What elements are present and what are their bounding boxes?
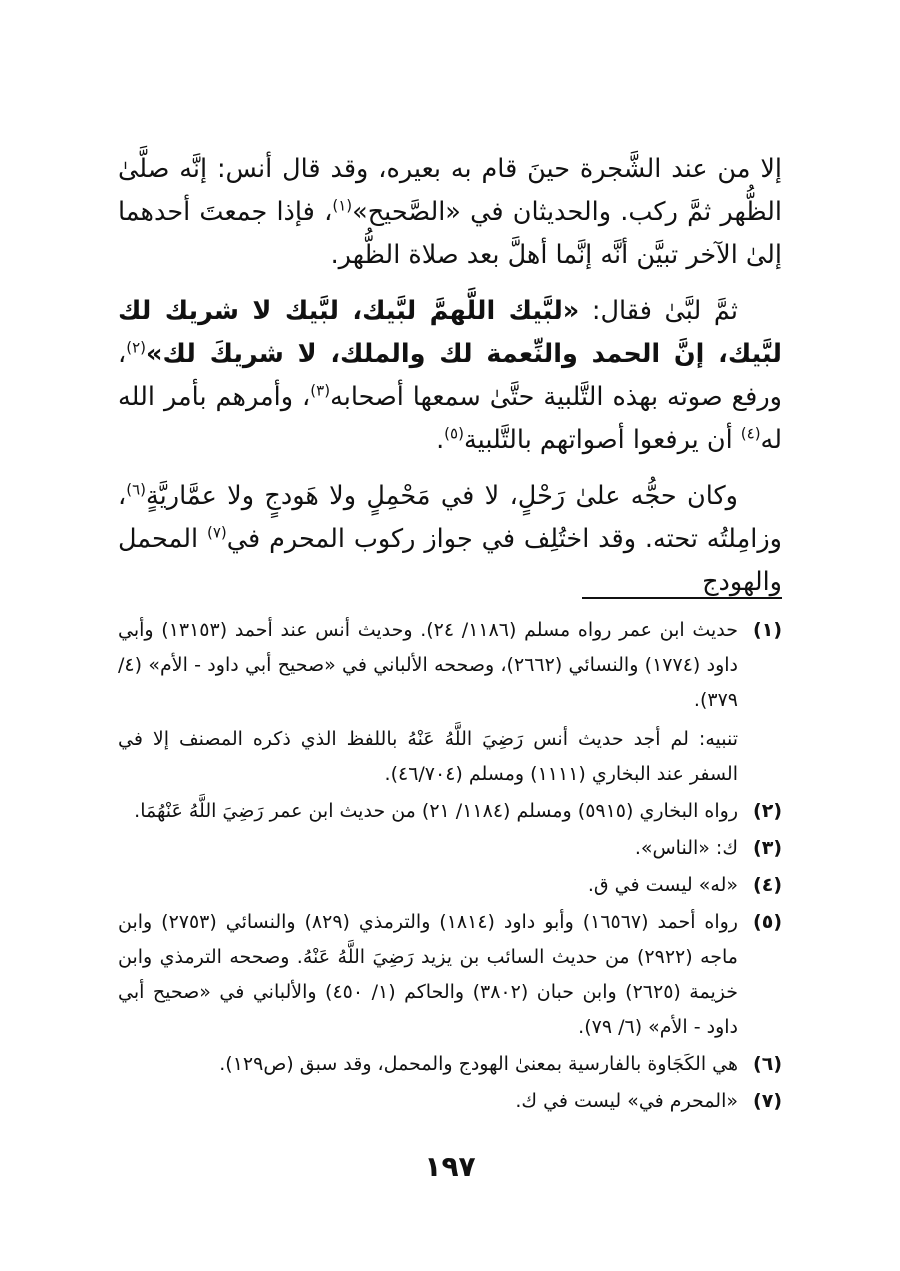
text-run: . [436, 425, 445, 455]
text-run: ، وأمرهم بأمر الله له [118, 382, 782, 455]
text-run: ، ورفع صوته بهذه التَّلبية حتَّىٰ سمعها أصحابه [118, 339, 782, 412]
footnote-ref-2[interactable]: (٢) [126, 338, 147, 357]
footnote-number: (٣) [753, 837, 782, 859]
paragraph-1 [118, 148, 782, 277]
footnote-1 [118, 613, 782, 792]
footnote-number: (٥) [753, 911, 782, 933]
footnote-number: (٦) [753, 1053, 782, 1075]
footnote-text: ك: «الناس». [634, 837, 738, 859]
footnote-ref-3[interactable]: (٣) [310, 381, 331, 400]
footnote-ref-7[interactable]: (٧) [206, 523, 227, 542]
footnote-number: (١) [753, 619, 782, 641]
footnote-text: رواه أحمد (١٦٥٦٧) وأبو داود (١٨١٤) والترمذي (٨٢٩) والنسائي (٢٧٥٣) وابن ماجه (٢٩٢٢) من حديث السائب بن يزيد رَضِيَ اللَّهُ عَنْهُ. وصححه الترمذي وابن خزيمة (٢٦٢٥) وابن حبان (٣٨٠٢) والحاكم (١/ ٤٥٠) والألباني في «صحيح أبي داود - الأم» (٦/ ٧٩). [118, 911, 738, 1038]
paragraph-3 [118, 475, 782, 604]
footnote-4 [118, 868, 782, 903]
footnote-text: «له» ليست في ق. [587, 874, 738, 896]
text-run: أن يرفعوا أصواتهم بالتَّلبية [463, 425, 741, 455]
footnote-text: هي الكَجَاوة بالفارسية بمعنىٰ الهودج والمحمل، وقد سبق (ص١٢٩). [219, 1053, 738, 1075]
text-run: ثمَّ لبَّىٰ فقال: [579, 296, 738, 326]
text-run: ، فإذا جمعتَ أحدهما إلىٰ الآخر تبيَّن أنَّه إنَّما أهلَّ بعد صلاة الظُّهر. [118, 197, 782, 270]
footnote-number: (٧) [753, 1090, 782, 1112]
footnote-note: تنبيه: لم أجد حديث أنس رَضِيَ اللَّهُ عَنْهُ باللفظ الذي ذكره المصنف إلا في السفر عند البخاري (١١١١) ومسلم (٤٦/٧٠٤). [118, 728, 738, 785]
footnote-body [118, 613, 738, 792]
footnote-7 [118, 1084, 782, 1119]
text-run: وكان حجُّه علىٰ رَحْلٍ، لا في مَحْمِلٍ ولا هَودجٍ ولا عمَّاريَّةٍ [146, 481, 738, 511]
footnote-number: (٤) [753, 874, 782, 896]
talbiyah-text: «لبَّيك اللَّهمَّ لبَّيك، لبَّيك لا شريك لك لبَّيك، إنَّ الحمد والنِّعمة لك والملك، لا شريكَ لك» [118, 296, 782, 369]
footnote-3 [118, 831, 782, 866]
text-run: إلا من عند الشَّجرة حينَ قام به بعيره، وقد قال أنس: إنَّه صلَّىٰ الظُّهر ثمَّ ركب. والحديثان في «الصَّحيح» [118, 154, 782, 227]
footnote-text: رواه البخاري (٥٩١٥) ومسلم (١١٨٤/ ٢١) من حديث ابن عمر رَضِيَ اللَّهُ عَنْهُمَا. [134, 800, 738, 822]
footnote-5 [118, 905, 782, 1045]
footnote-text: حديث ابن عمر رواه مسلم (١١٨٦/ ٢٤). وحديث أنس عند أحمد (١٣١٥٣) وأبي داود (١٧٧٤) والنسائي (٢٦٦٢)، وصححه الألباني في «صحيح أبي داود - الأم» (٤/ ٣٧٩). [118, 619, 739, 711]
footnote-6 [118, 1047, 782, 1082]
footnotes [118, 613, 782, 1121]
main-text [118, 148, 782, 617]
paragraph-2 [118, 290, 782, 462]
footnote-number: (٢) [753, 800, 782, 822]
footnote-ref-1[interactable]: (١) [332, 196, 353, 215]
footnote-ref-4[interactable]: (٤) [740, 424, 761, 443]
footnote-ref-5[interactable]: (٥) [444, 424, 464, 443]
text-run: ، وزامِلتُه تحته. وقد اختُلِف في جواز ركوب المحرم في [118, 481, 782, 554]
text-run: المحمل والهودج [118, 524, 782, 597]
footnote-separator [582, 597, 782, 599]
footnote-ref-6[interactable]: (٦) [126, 480, 147, 499]
footnote-2 [118, 794, 782, 829]
footnote-text: «المحرم في» ليست في ك. [515, 1090, 738, 1112]
page-number: ١٩٧ [424, 1150, 476, 1183]
